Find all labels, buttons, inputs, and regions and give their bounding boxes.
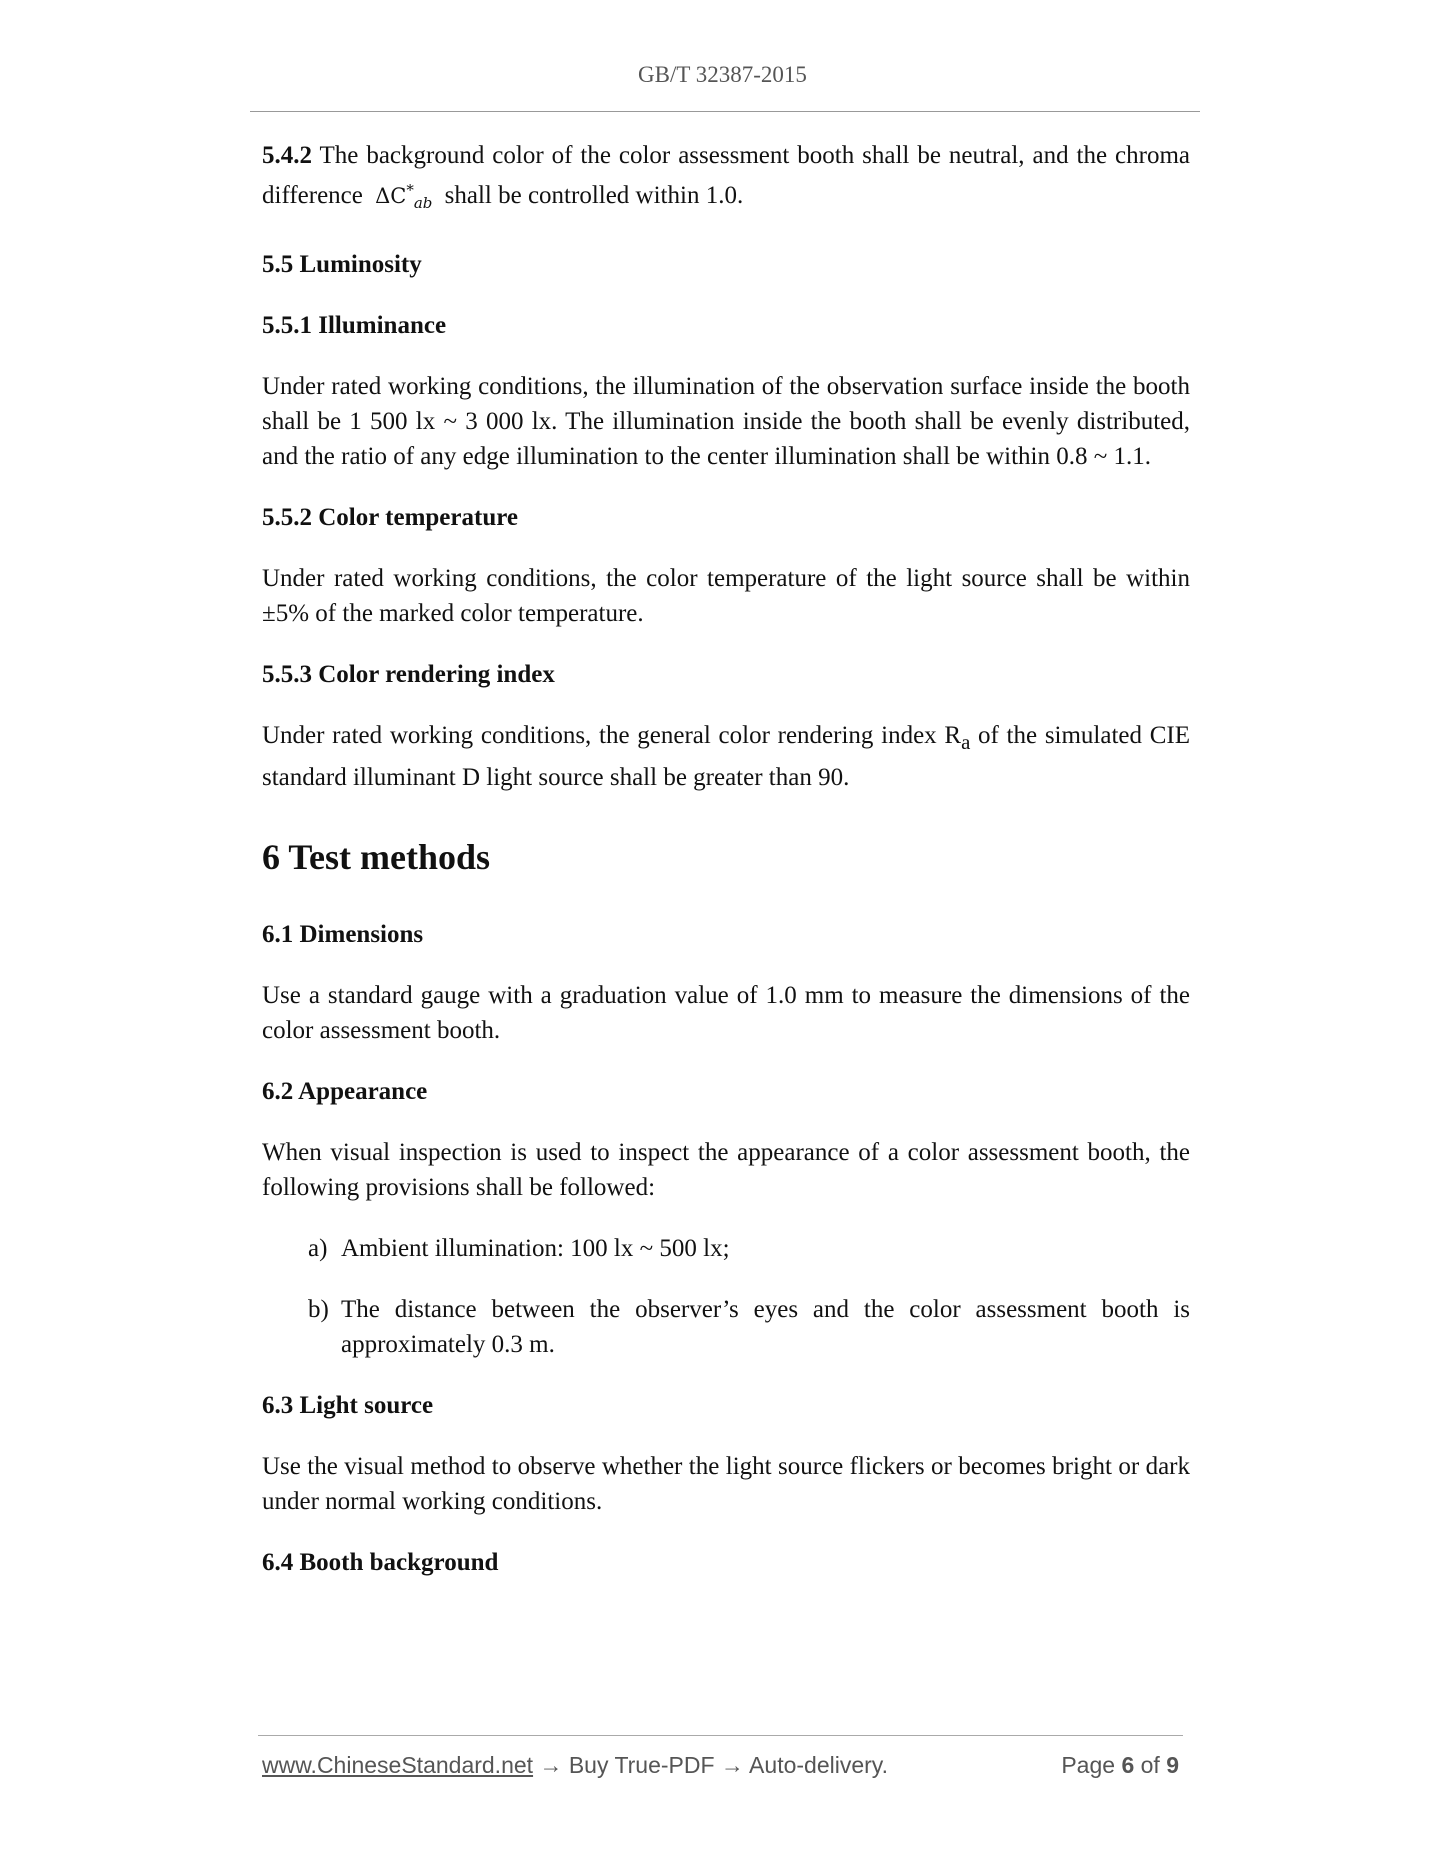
formula-superscript: * [406, 181, 414, 199]
paragraph-5-5-2: Under rated working conditions, the color temperature of the light source shall be within ±5% of the marked color temperature. [262, 565, 1190, 628]
document-header: GB/T 32387-2015 [638, 62, 807, 87]
paragraph-6-1: Use a standard gauge with a graduation value of 1.0 mm to measure the dimensions of the color assessment booth. [262, 982, 1190, 1045]
list-item [262, 1231, 1190, 1266]
paragraph-6-2: When visual inspection is used to inspect the appearance of a color assessment booth, the following provisions shall be followed: [262, 1139, 1190, 1202]
paragraph-5-5-3 [262, 718, 1190, 795]
paragraph-text: shall be controlled within 1.0. [444, 182, 744, 209]
list-item-text: Ambient illumination: 100 lx ~ 500 lx; [341, 1235, 730, 1263]
list-marker: a) [308, 1235, 328, 1263]
page-indicator [1061, 1752, 1179, 1779]
header-divider [250, 111, 1200, 112]
paragraph-text: of the simulated CIE standard illuminant D light source shall be greater than 90. [262, 722, 1191, 792]
list-item [262, 1292, 1190, 1362]
page-total: 9 [1166, 1752, 1179, 1778]
heading-5-5-1: 5.5.1 Illuminance [262, 312, 447, 340]
footer-tagline: → Buy True-PDF → Auto-delivery. [533, 1752, 888, 1778]
paragraph-text: Under rated working conditions, the general color rendering index R [262, 722, 962, 750]
clause-number: 5.4.2 [262, 142, 312, 169]
of-label: of [1140, 1752, 1160, 1778]
paragraph-5-5-1: Under rated working conditions, the illumination of the observation surface inside the booth shall be 1 500 lx ~ 3 000 lx. The illumination inside the booth shall be evenly distributed, and the ratio of any edge illumination to the center illumination shall be within 0.8 ~ 1.1. [262, 373, 1190, 471]
subscript-a: a [961, 730, 971, 755]
heading-6-4: 6.4 Booth background [262, 1549, 499, 1577]
chroma-difference-formula [369, 181, 438, 213]
paragraph-text: The background color of the color assessment booth shall be neutral, and the chroma difference [262, 142, 1190, 209]
list-item-text: The distance between the observer’s eyes and the color assessment booth is approximately 0.3 m. [341, 1296, 1190, 1359]
page-footer [262, 1752, 1182, 1779]
heading-5-5-2: 5.5.2 Color temperature [262, 504, 518, 532]
paragraph-5-4-2 [262, 138, 1190, 221]
heading-6-3: 6.3 Light source [262, 1392, 434, 1420]
heading-5-5-3: 5.5.3 Color rendering index [262, 661, 555, 689]
formula-subscript: ab [413, 194, 433, 213]
heading-6-1: 6.1 Dimensions [262, 921, 424, 949]
formula-base: ΔC [375, 184, 407, 208]
list-marker: b) [308, 1296, 329, 1324]
website-link[interactable]: www.ChineseStandard.net [262, 1752, 534, 1778]
heading-5-5: 5.5 Luminosity [262, 251, 422, 279]
heading-6-2: 6.2 Appearance [262, 1078, 428, 1106]
document-body [262, 138, 1190, 1606]
page-number: 6 [1121, 1752, 1135, 1778]
footer-divider [258, 1735, 1183, 1736]
provision-list [262, 1231, 1190, 1362]
page-label: Page [1061, 1752, 1116, 1778]
paragraph-6-3: Use the visual method to observe whether the light source flickers or becomes bright or dark under normal working conditions. [262, 1453, 1190, 1516]
heading-6: 6 Test methods [262, 837, 491, 878]
